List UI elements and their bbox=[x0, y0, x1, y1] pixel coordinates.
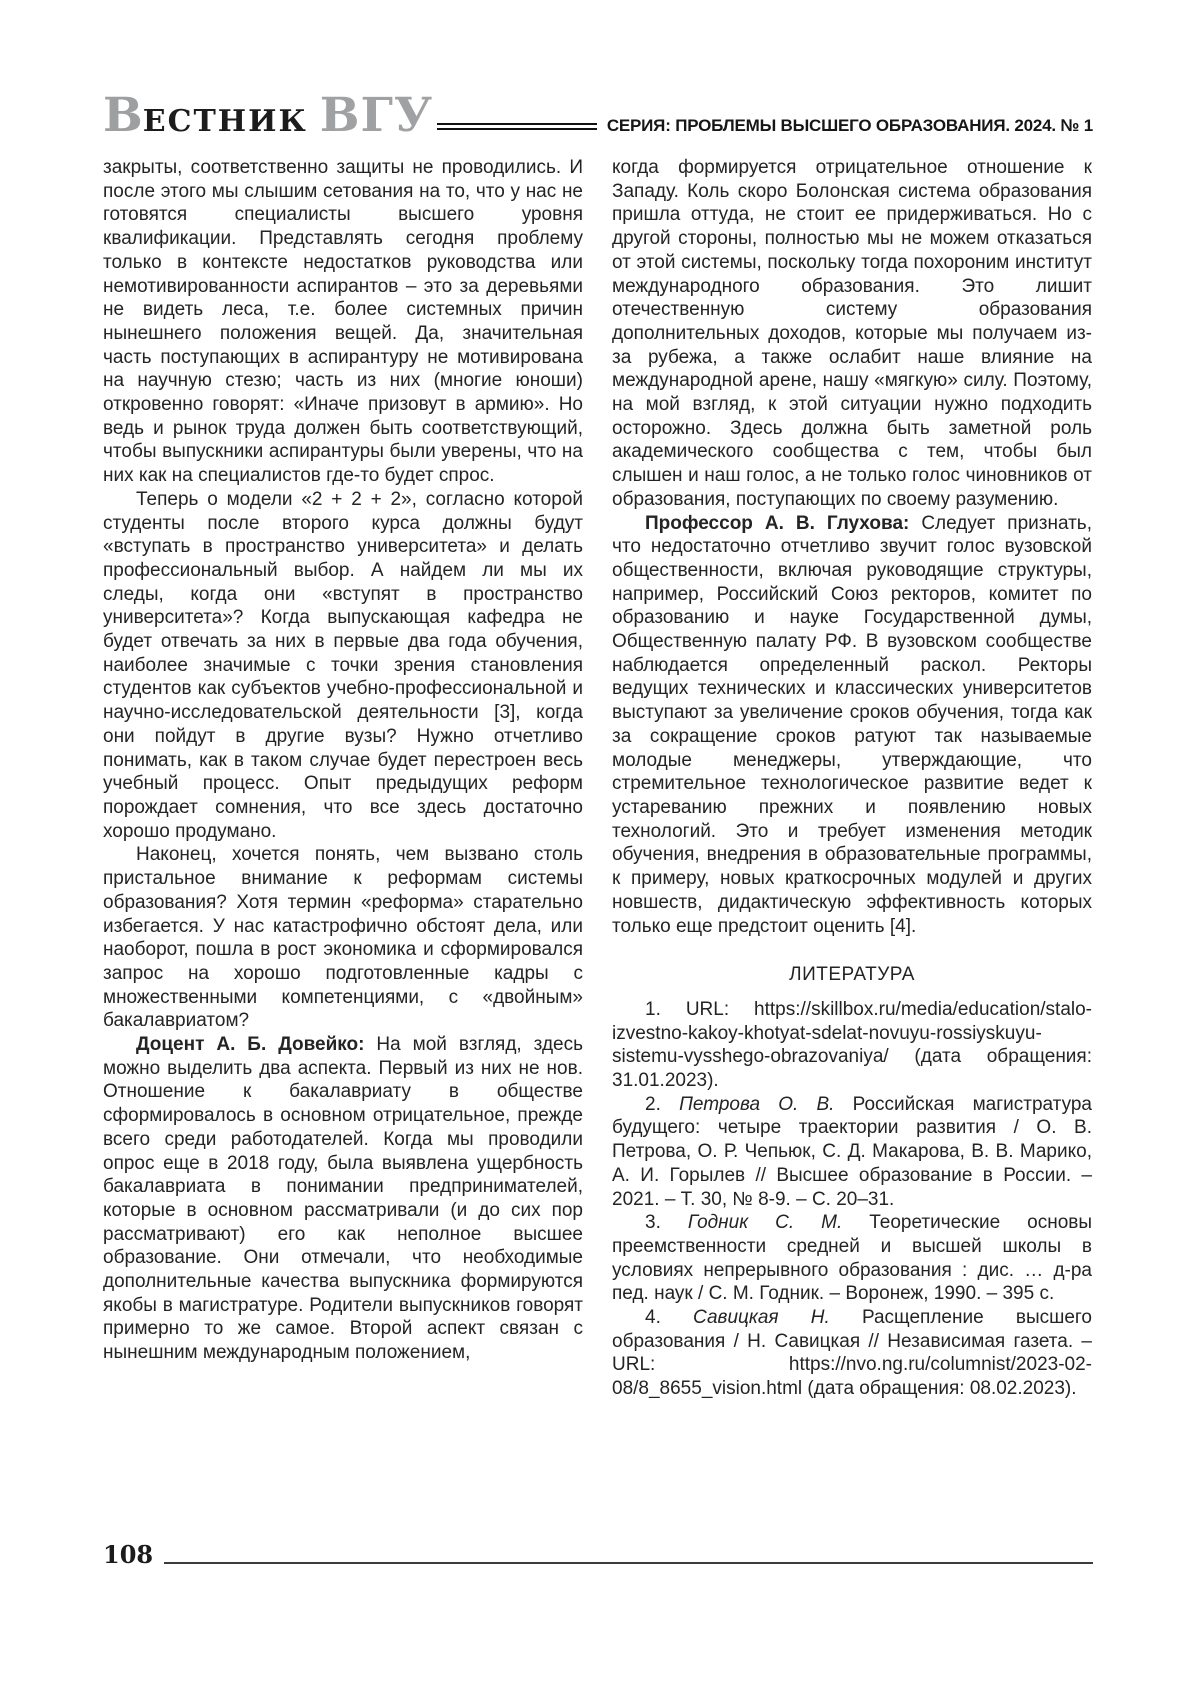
reference-text: URL: https://skillbox.ru/media/education/stalo-izvestno-kakoy-khotyat-sdelat-novuyu-rossiyskuyu-sistemu-vysshego-obrazovaniya/ (дата обращения: 31.01.2023). bbox=[612, 998, 1092, 1092]
reference-author: Петрова О. В. bbox=[679, 1093, 835, 1115]
series-title: СЕРИЯ: ПРОБЛЕМЫ ВЫСШЕГО ОБРАЗОВАНИЯ. 2024. № 1 bbox=[606, 116, 1093, 135]
page-content bbox=[103, 156, 1093, 1401]
reference-text: Расщепление высшего образования / Н. Савицкая // Независимая газета. – URL: https://nvo.ng.ru/columnist/2023-02-08/8_8655_vision.html (дата обращения: 08.02.2023). bbox=[612, 1307, 1092, 1400]
reference-item bbox=[612, 1093, 1092, 1212]
paragraph-text: На мой взгляд, здесь можно выделить два аспекта. Первый из них не нов. Отношение к бакалавриату в обществе сформировалось в основном отрицательное, прежде всего среди работодателей. Когда мы проводили опрос еще в 2018 году, была выявлена ущербность бакалавриата в понимании предпринимателей, которые в основном рассматривали (и до сих пор рассматривают) его как неполное высшее образование. Они отмечали, что необходимые дополнительные качества выпускника формируются якобы в магистратуре. Родители выпускников говорят примерно то же самое. Второй аспект связан с нынешним международным положением, bbox=[103, 1034, 583, 1364]
paragraph-text: Следует признать, что недостаточно отчетливо звучит голос вузовской общественности, включая руководящие структуры, например, Российский Союз ректоров, комитет по образованию и науке Государственной думы, Общественную палату РФ. В вузовском сообществе наблюдается определенный раскол. Ректоры ведущих технических и классических университетов выступают за увеличение сроков обучения, тогда как за сокращение сроков ратуют так называемые молодые менеджеры, утверждающие, что стремительное технологическое развитие ведет к устареванию прежних и появлению новых технологий. Это и требует изменения методик обучения, внедрения в образовательные программы, к примеру, новых краткосрочных модулей и других новшеств, дидактическую эффективность которых только еще предстоит оценить [4]. bbox=[612, 512, 1092, 937]
journal-logo bbox=[103, 88, 434, 143]
reference-number: 4. bbox=[645, 1307, 661, 1329]
reference-text: Теоретические основы преемственности средней и высшей школы в условиях непрерывного образования : дис. … д-ра пед. наук / С. М. Годник. – Воронеж, 1990. – 395 с. bbox=[612, 1212, 1093, 1305]
page-number: 108 bbox=[103, 1540, 154, 1569]
reference-text: Российская магистратура будущего: четыре траектории развития / О. В. Петрова, О. Р. Чепьюк, С. Д. Макарова, В. В. Марико, А. И. Горылев // Высшее образование в России. – 2021. – Т. 30, № 8-9. – С. 20–31. bbox=[612, 1093, 1093, 1210]
reference-number: 1. bbox=[645, 998, 661, 1020]
paragraph bbox=[103, 1033, 583, 1365]
page-footer bbox=[103, 1540, 1093, 1569]
header-double-rule bbox=[437, 123, 597, 130]
speaker-name: Доцент А. Б. Довейко: bbox=[136, 1034, 377, 1056]
logo-university-abbr: ВГУ bbox=[319, 88, 434, 143]
logo-word-rest: ЕСТНИК bbox=[142, 104, 308, 139]
paragraph: закрыты, соответственно защиты не проводились. И после этого мы слышим сетования на то, что у нас не готовятся специалисты высшего уровня квалификации. Представлять сегодня проблему только в контексте недостатков руководства или немотивированности аспирантов – это за деревьями не видеть леса, т.е. более системных причин нынешнего положения вещей. Да, значительная часть поступающих в аспирантуру не мотивирована на научную стезю; часть из них (многие юноши) откровенно говорят: «Иначе призовут в армию». Но ведь и рынок труда должен быть соответствующий, чтобы выпускники аспирантуры были уверены, что на них как на специалистов где-то будет спрос. bbox=[103, 157, 583, 487]
left-column bbox=[103, 156, 583, 1401]
page-header bbox=[103, 88, 1093, 143]
logo-initial-letter: В bbox=[103, 88, 143, 143]
footer-rule bbox=[164, 1562, 1093, 1564]
reference-author: Савицкая Н. bbox=[693, 1307, 830, 1329]
reference-item bbox=[612, 1306, 1092, 1401]
reference-number: 3. bbox=[645, 1212, 661, 1234]
right-column bbox=[612, 156, 1092, 1401]
references-heading: ЛИТЕРАТУРА bbox=[789, 964, 915, 986]
reference-number: 2. bbox=[645, 1093, 661, 1115]
paragraph: Теперь о модели «2 + 2 + 2», согласно которой студенты после второго курса должны будут «вступать в пространство университета» и делать профессиональный выбор. А найдем ли мы их следы, когда они «вступят в пространство университета»? Когда выпускающая кафедра не будет отвечать за них в первые два года обучения, наиболее значимые с точки зрения становления студентов как субъектов учебно-профессиональной и научно-исследовательской деятельности [3], когда они пойдут в другие вузы? Нужно отчетливо понимать, как в таком случае будет перестроен весь учебный процесс. Опыт предыдущих реформ порождает сомнения, что все здесь достаточно хорошо продумано. bbox=[103, 488, 583, 842]
reference-item bbox=[612, 1211, 1092, 1306]
paragraph bbox=[612, 512, 1092, 939]
reference-item bbox=[612, 998, 1092, 1093]
paragraph: когда формируется отрицательное отношение к Западу. Коль скоро Болонская система образования пришла оттуда, не стоит ее придерживаться. Но с другой стороны, полностью мы не можем отказаться от этой системы, поскольку тогда похороним институт международного образования. Это лишит отечественную систему образования дополнительных доходов, которые мы получаем из-за рубежа, а также ослабит наше влияние на международной арене, нашу «мягкую» силу. Поэтому, на мой взгляд, к этой ситуации нужно подходить осторожно. Здесь должна быть заметной роль академического сообщества с тем, чтобы был слышен и наш голос, а не только голос чиновников от образования, поступающих по своему разумению. bbox=[612, 157, 1092, 510]
paragraph: Наконец, хочется понять, чем вызвано столь пристальное внимание к реформам системы образования? Хотя термин «реформа» старательно избегается. У нас катастрофично обстоят дела, или наоборот, пошла в рост экономика и сформировался запрос на хорошо подготовленные кадры с множественными компетенциями, с «двойным» бакалавриатом? bbox=[103, 844, 583, 1032]
speaker-name: Профессор А. В. Глухова: bbox=[645, 512, 922, 534]
reference-author: Годник С. М. bbox=[687, 1212, 843, 1234]
